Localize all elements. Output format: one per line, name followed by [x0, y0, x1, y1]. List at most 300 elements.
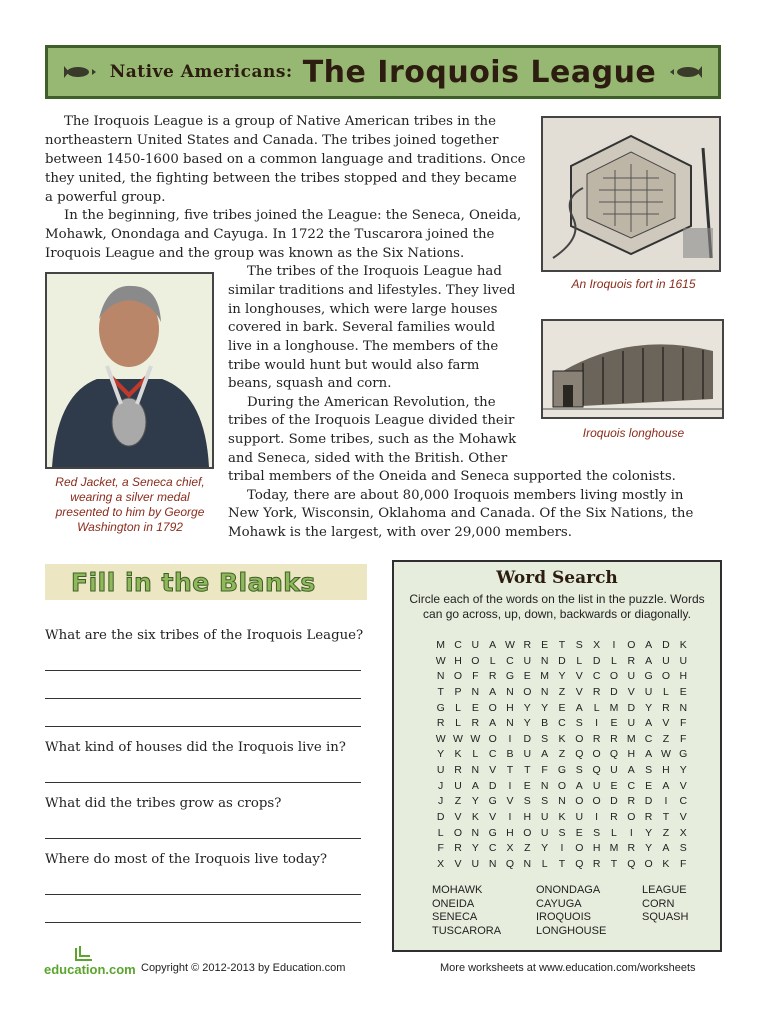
grid-letter[interactable]: R	[523, 639, 532, 651]
grid-letter[interactable]: X	[679, 826, 687, 839]
grid-letter[interactable]: C	[592, 670, 601, 683]
grid-letter[interactable]: N	[471, 764, 480, 777]
grid-letter[interactable]: S	[523, 795, 531, 808]
grid-letter[interactable]: O	[471, 654, 480, 667]
grid-letter[interactable]: H	[592, 842, 601, 855]
word-search-instructions	[404, 592, 710, 622]
grid-letter[interactable]: D	[662, 639, 670, 651]
grid-letter[interactable]: L	[541, 857, 548, 870]
grid-letter[interactable]: O	[453, 670, 463, 683]
grid-letter[interactable]: H	[679, 670, 688, 683]
grid-letter[interactable]: R	[644, 811, 653, 824]
grid-letter[interactable]: Y	[471, 842, 479, 855]
grid-letter[interactable]: C	[454, 639, 462, 651]
grid-letter[interactable]: S	[558, 826, 566, 839]
grid-letter[interactable]: G	[488, 795, 497, 808]
text-line: Mohawk, Onondaga and Cayuga. In 1722 the Tuscarora joined the	[45, 227, 495, 242]
grid-row	[432, 747, 692, 763]
grid-letter[interactable]: U	[610, 764, 618, 777]
grid-letter[interactable]: H	[506, 826, 514, 839]
grid-letter[interactable]: D	[558, 654, 566, 667]
grid-letter[interactable]: E	[471, 701, 479, 714]
grid-letter[interactable]: W	[470, 732, 481, 745]
grid-letter[interactable]: H	[506, 701, 514, 714]
word-list-item: ONEIDA	[432, 897, 475, 910]
grid-letter[interactable]: C	[488, 748, 497, 761]
grid-letter[interactable]: E	[575, 826, 583, 839]
grid-letter[interactable]: L	[489, 654, 496, 667]
grid-letter[interactable]: K	[679, 639, 687, 651]
grid-letter[interactable]: O	[488, 701, 497, 714]
grid-letter[interactable]: Z	[662, 826, 670, 839]
grid-letter[interactable]: V	[627, 685, 635, 698]
grid-letter[interactable]: T	[558, 639, 566, 651]
grid-letter[interactable]: K	[454, 748, 462, 761]
grid-letter[interactable]: K	[471, 811, 479, 824]
text-line: The Iroquois League is a group of Native American tribes in the	[64, 114, 496, 129]
grid-letter[interactable]: A	[662, 842, 670, 855]
grid-letter[interactable]: U	[592, 779, 601, 792]
grid-letter[interactable]: R	[627, 842, 636, 855]
logo-text: education.com	[44, 962, 136, 977]
grid-letter[interactable]: C	[627, 779, 636, 792]
grid-letter[interactable]: U	[436, 764, 445, 777]
grid-letter[interactable]: O	[575, 795, 584, 808]
grid-letter[interactable]: U	[575, 811, 584, 824]
grid-letter[interactable]: F	[437, 842, 444, 855]
grid-letter[interactable]: N	[523, 857, 532, 870]
instructions-line: can go across, up, down, backwards or diagonally.	[423, 607, 691, 621]
answer-line[interactable]	[45, 698, 361, 699]
grid-letter[interactable]: S	[575, 639, 583, 651]
grid-letter[interactable]: T	[662, 811, 670, 824]
grid-letter[interactable]: M	[609, 842, 619, 855]
text-line: The tribes of the Iroquois League had	[247, 264, 502, 279]
grid-letter[interactable]: A	[575, 701, 583, 714]
grid-letter[interactable]: E	[523, 779, 531, 792]
grid-letter[interactable]: U	[471, 857, 480, 870]
answer-line[interactable]	[45, 894, 361, 895]
grid-letter[interactable]: R	[610, 732, 618, 745]
grid-letter[interactable]: L	[593, 701, 600, 714]
grid-letter[interactable]: Z	[454, 795, 462, 808]
grid-letter[interactable]: I	[508, 732, 512, 745]
grid-letter[interactable]: U	[540, 826, 549, 839]
question: Where do most of the Iroquois live today?	[45, 852, 328, 867]
grid-letter[interactable]: N	[506, 685, 514, 698]
grid-letter[interactable]: C	[558, 717, 566, 730]
fort-drawing	[543, 118, 719, 270]
grid-letter[interactable]: N	[488, 857, 497, 870]
grid-letter[interactable]: W	[435, 654, 446, 667]
grid-letter[interactable]: R	[436, 717, 445, 730]
grid-row	[432, 779, 692, 795]
grid-letter[interactable]: Y	[437, 748, 445, 761]
grid-letter[interactable]: U	[662, 654, 670, 667]
grid-letter[interactable]: O	[627, 811, 636, 824]
grid-letter[interactable]: D	[523, 732, 532, 745]
grid-letter[interactable]: Y	[523, 717, 531, 730]
grid-letter[interactable]: V	[679, 779, 687, 792]
word-column	[642, 884, 688, 925]
grid-letter[interactable]: R	[592, 732, 601, 745]
grid-letter[interactable]: C	[644, 732, 653, 745]
grid-letter[interactable]: R	[627, 654, 636, 667]
grid-letter[interactable]: R	[627, 795, 636, 808]
grid-letter[interactable]: L	[437, 826, 444, 839]
grid-letter[interactable]: V	[489, 811, 497, 824]
grid-letter[interactable]: O	[592, 748, 601, 761]
grid-letter[interactable]: F	[680, 732, 687, 745]
grid-letter[interactable]: I	[612, 639, 616, 651]
grid-letter[interactable]: D	[436, 811, 445, 824]
grid-letter[interactable]: M	[609, 701, 619, 714]
grid-letter[interactable]: C	[679, 795, 688, 808]
grid-row	[432, 654, 692, 670]
grid-letter[interactable]: K	[662, 857, 670, 870]
grid-letter[interactable]: O	[644, 857, 653, 870]
grid-letter[interactable]: P	[454, 685, 462, 698]
grid-letter[interactable]: J	[438, 795, 444, 808]
grid-letter[interactable]: F	[472, 670, 479, 683]
grid-letter[interactable]: C	[488, 842, 497, 855]
grid-letter[interactable]: G	[557, 764, 567, 777]
banner-subtitle: Native Americans:	[109, 62, 293, 82]
grid-letter[interactable]: G	[679, 748, 688, 761]
grid-letter[interactable]: S	[575, 764, 583, 777]
grid-letter[interactable]: F	[680, 717, 687, 730]
word-list-item: LONGHOUSE	[536, 925, 607, 938]
grid-letter[interactable]: F	[541, 764, 548, 777]
grid-letter[interactable]: I	[629, 826, 633, 839]
grid-letter[interactable]: U	[627, 670, 636, 683]
longhouse-caption: Iroquois longhouse	[582, 426, 685, 440]
word-list-item: TUSCARORA	[432, 925, 502, 938]
grid-letter[interactable]: D	[610, 685, 618, 698]
text-line: a powerful group.	[45, 190, 166, 205]
grid-letter[interactable]: D	[627, 701, 636, 714]
fish-icon	[670, 64, 706, 80]
grid-letter[interactable]: V	[454, 811, 462, 824]
grid-letter[interactable]: A	[541, 748, 549, 761]
grid-letter[interactable]: Y	[645, 826, 653, 839]
fill-in-blanks-header	[45, 564, 367, 600]
word-column	[536, 884, 606, 939]
grid-letter[interactable]: Q	[609, 748, 619, 761]
grid-letter[interactable]: E	[523, 670, 531, 683]
grid-letter[interactable]: Y	[645, 842, 653, 855]
grid-row	[432, 763, 692, 779]
answer-line[interactable]	[45, 838, 361, 839]
grid-letter[interactable]: V	[489, 764, 497, 777]
grid-row	[432, 841, 692, 857]
letter-grid[interactable]	[432, 638, 692, 873]
grid-letter[interactable]: Z	[558, 748, 566, 761]
grid-letter[interactable]: Y	[645, 701, 653, 714]
grid-letter[interactable]: O	[557, 779, 567, 792]
grid-letter[interactable]: L	[663, 685, 669, 698]
grid-letter[interactable]: V	[679, 811, 687, 824]
text-line: and Seneca, sided with the British. Other	[228, 451, 508, 466]
grid-letter[interactable]: H	[662, 764, 670, 777]
text-line: Today, there are about 80,000 Iroquois members living mostly in	[247, 488, 684, 503]
grid-letter[interactable]: O	[661, 670, 671, 683]
grid-letter[interactable]: Q	[505, 857, 515, 870]
iroquois-fort-image	[541, 116, 721, 272]
grid-letter[interactable]: O	[575, 842, 584, 855]
book-icon	[74, 944, 94, 962]
grid-letter[interactable]: I	[508, 779, 512, 792]
caption-line: wearing a silver medal	[70, 490, 190, 504]
grid-letter[interactable]: L	[611, 654, 617, 667]
grid-letter[interactable]: Z	[662, 732, 670, 745]
grid-letter[interactable]: L	[455, 701, 461, 714]
grid-letter[interactable]: N	[540, 654, 549, 667]
grid-letter[interactable]: U	[523, 748, 532, 761]
grid-letter[interactable]: V	[506, 795, 514, 808]
grid-letter[interactable]: D	[644, 795, 653, 808]
text-line: tribal members of the Oneida and Seneca supported the colonists.	[228, 469, 676, 484]
longhouse-drawing	[543, 321, 722, 417]
grid-letter[interactable]: M	[626, 732, 636, 745]
grid-letter[interactable]: R	[471, 717, 480, 730]
text-line: New York, Wisconsin, Oklahoma and Canada. Of the Six Nations, the	[228, 506, 694, 521]
grid-letter[interactable]: N	[506, 717, 514, 730]
grid-letter[interactable]: Y	[471, 795, 479, 808]
grid-letter[interactable]: E	[610, 779, 618, 792]
grid-letter[interactable]: S	[541, 795, 549, 808]
grid-letter[interactable]: A	[662, 779, 670, 792]
grid-row	[432, 732, 692, 748]
grid-letter[interactable]: H	[454, 654, 462, 667]
grid-letter[interactable]: Y	[541, 842, 549, 855]
grid-letter[interactable]: W	[660, 748, 671, 761]
grid-letter[interactable]: U	[471, 639, 480, 651]
caption-line: Red Jacket, a Seneca chief,	[55, 475, 205, 489]
grid-letter[interactable]: R	[454, 764, 462, 777]
grid-letter[interactable]: R	[488, 670, 497, 683]
grid-letter[interactable]: O	[523, 826, 532, 839]
grid-letter[interactable]: N	[471, 685, 480, 698]
grid-letter[interactable]: Y	[679, 764, 687, 777]
word-list-item: SENECA	[432, 911, 478, 924]
grid-letter[interactable]: O	[592, 795, 601, 808]
grid-letter[interactable]: E	[558, 701, 566, 714]
grid-letter[interactable]: Y	[523, 701, 531, 714]
grid-letter[interactable]: U	[644, 685, 653, 698]
grid-letter[interactable]: K	[558, 732, 566, 745]
section-title: Fill in the Blanks	[71, 567, 316, 597]
grid-letter[interactable]: A	[489, 639, 497, 651]
grid-letter[interactable]: G	[488, 826, 497, 839]
grid-letter[interactable]: U	[679, 654, 688, 667]
grid-letter[interactable]: W	[453, 732, 463, 745]
text-line: in longhouses, which were large houses	[228, 302, 498, 317]
grid-row	[432, 669, 692, 685]
grid-letter[interactable]: T	[610, 857, 618, 870]
grid-letter[interactable]: T	[524, 764, 531, 777]
grid-letter[interactable]: X	[437, 857, 445, 870]
grid-letter[interactable]: Z	[524, 842, 531, 855]
grid-letter[interactable]: W	[505, 639, 515, 651]
text-line: between 1450-1600 based on a common language and traditions. Once	[45, 152, 526, 167]
grid-letter[interactable]: L	[611, 826, 617, 839]
grid-letter[interactable]: O	[453, 826, 463, 839]
grid-row	[432, 810, 692, 826]
grid-letter[interactable]: A	[627, 764, 635, 777]
grid-letter[interactable]: I	[595, 811, 599, 824]
grid-letter[interactable]: O	[609, 670, 619, 683]
grid-letter[interactable]: O	[575, 732, 584, 745]
longhouse-image	[541, 319, 724, 419]
grid-letter[interactable]: O	[627, 639, 636, 651]
caption-line: Washington in 1792	[77, 520, 183, 534]
grid-letter[interactable]: R	[610, 811, 618, 824]
grid-letter[interactable]: A	[645, 639, 653, 651]
caption-line: presented to him by George	[55, 505, 205, 519]
grid-row	[432, 685, 692, 701]
grid-letter[interactable]: U	[454, 779, 462, 792]
text-line: similar traditions and lifestyles. They lived	[228, 283, 516, 298]
grid-letter[interactable]: I	[508, 811, 512, 824]
grid-row	[432, 826, 692, 842]
grid-row	[432, 857, 692, 873]
text-line: covered in bark. Several families would	[228, 320, 496, 335]
grid-letter[interactable]: N	[679, 701, 688, 714]
text-line: tribes of the Iroquois League divided their	[228, 413, 515, 428]
grid-letter[interactable]: Q	[592, 764, 601, 777]
grid-letter[interactable]: J	[438, 779, 444, 792]
grid-letter[interactable]: H	[627, 748, 636, 761]
grid-letter[interactable]: V	[575, 670, 583, 683]
word-list-item: SQUASH	[642, 911, 689, 924]
grid-letter[interactable]: K	[558, 811, 566, 824]
grid-letter[interactable]: G	[436, 701, 445, 714]
instructions-line: Circle each of the words on the list in the puzzle. Words	[409, 592, 705, 606]
word-list-item: CAYUGA	[536, 897, 582, 910]
grid-letter[interactable]: N	[436, 670, 445, 683]
grid-letter[interactable]: I	[560, 842, 564, 855]
grid-letter[interactable]: H	[523, 811, 532, 824]
grid-letter[interactable]: M	[436, 639, 446, 651]
grid-letter[interactable]: A	[575, 779, 583, 792]
word-search-title: Word Search	[496, 568, 618, 588]
grid-letter[interactable]: I	[664, 795, 668, 808]
grid-letter[interactable]: S	[575, 717, 583, 730]
grid-letter[interactable]: D	[592, 654, 601, 667]
grid-letter[interactable]: I	[595, 717, 599, 730]
fish-icon	[60, 64, 96, 80]
grid-letter[interactable]: T	[437, 685, 444, 698]
grid-letter[interactable]: S	[541, 732, 549, 745]
grid-letter[interactable]: G	[644, 670, 653, 683]
red-jacket-portrait	[45, 272, 214, 469]
grid-letter[interactable]: R	[592, 685, 601, 698]
grid-letter[interactable]: S	[679, 842, 687, 855]
grid-letter[interactable]: N	[471, 826, 480, 839]
grid-letter[interactable]: N	[540, 779, 549, 792]
grid-letter[interactable]: V	[454, 857, 462, 870]
grid-letter[interactable]: O	[488, 732, 497, 745]
grid-letter[interactable]: R	[662, 701, 670, 714]
grid-letter[interactable]: X	[506, 842, 514, 855]
education-logo[interactable]	[44, 944, 136, 978]
grid-letter[interactable]: B	[541, 717, 549, 730]
grid-letter[interactable]: X	[593, 639, 601, 651]
grid-letter[interactable]: O	[523, 685, 532, 698]
answer-line[interactable]	[45, 670, 361, 671]
grid-letter[interactable]: A	[471, 779, 479, 792]
answer-line[interactable]	[45, 782, 361, 783]
grid-letter[interactable]: W	[435, 732, 446, 745]
grid-letter[interactable]: R	[454, 842, 462, 855]
grid-letter[interactable]: C	[506, 654, 514, 667]
grid-row	[432, 716, 692, 732]
word-list-item: LEAGUE	[642, 884, 687, 896]
grid-letter[interactable]: Z	[558, 685, 566, 698]
text-line: Mohawk is the largest, with over 29,000 members.	[228, 525, 572, 540]
grid-letter[interactable]: F	[680, 857, 687, 870]
grid-letter[interactable]: S	[645, 764, 653, 777]
question: What kind of houses did the Iroquois live in?	[45, 740, 346, 755]
grid-letter[interactable]: T	[558, 857, 566, 870]
grid-letter[interactable]: D	[488, 779, 497, 792]
grid-letter[interactable]: E	[610, 717, 618, 730]
copyright-text: Copyright © 2012-2013 by Education.com	[141, 962, 346, 974]
grid-letter[interactable]: D	[610, 795, 618, 808]
grid-letter[interactable]: A	[645, 717, 653, 730]
text-line: live in a longhouse. The members of the	[228, 339, 499, 354]
grid-letter[interactable]: M	[540, 670, 549, 683]
word-list-item: IROQUOIS	[536, 911, 592, 924]
grid-letter[interactable]: E	[541, 639, 549, 651]
grid-letter[interactable]: Y	[541, 701, 549, 714]
grid-letter[interactable]: E	[679, 685, 687, 698]
grid-letter[interactable]: Y	[558, 670, 566, 683]
grid-letter[interactable]: A	[489, 685, 497, 698]
grid-letter[interactable]: R	[592, 857, 601, 870]
grid-letter[interactable]: G	[505, 670, 515, 683]
grid-letter[interactable]: Q	[575, 857, 584, 870]
grid-letter[interactable]: A	[645, 654, 653, 667]
word-column	[432, 884, 501, 939]
grid-row	[432, 794, 692, 810]
grid-letter[interactable]: Q	[627, 857, 636, 870]
grid-letter[interactable]: U	[627, 717, 636, 730]
grid-letter[interactable]: L	[455, 717, 461, 730]
grid-letter[interactable]: A	[489, 717, 497, 730]
grid-letter[interactable]: N	[558, 795, 566, 808]
grid-letter[interactable]: U	[540, 811, 549, 824]
grid-letter[interactable]: V	[662, 717, 670, 730]
grid-letter[interactable]: T	[506, 764, 514, 777]
answer-line[interactable]	[45, 922, 361, 923]
grid-letter[interactable]: B	[506, 748, 514, 761]
answer-line[interactable]	[45, 726, 361, 727]
grid-letter[interactable]: A	[645, 748, 653, 761]
grid-letter[interactable]: S	[593, 826, 601, 839]
grid-letter[interactable]: L	[576, 654, 583, 667]
more-worksheets-link[interactable]: More worksheets at www.education.com/worksheets	[440, 962, 696, 974]
grid-letter[interactable]: U	[523, 654, 532, 667]
grid-letter[interactable]: E	[645, 779, 653, 792]
grid-letter[interactable]: L	[472, 748, 479, 761]
grid-letter[interactable]: V	[575, 685, 583, 698]
fort-caption: An Iroquois fort in 1615	[571, 277, 696, 291]
grid-letter[interactable]: Q	[575, 748, 584, 761]
portrait-drawing	[47, 274, 212, 467]
grid-letter[interactable]: N	[540, 685, 549, 698]
